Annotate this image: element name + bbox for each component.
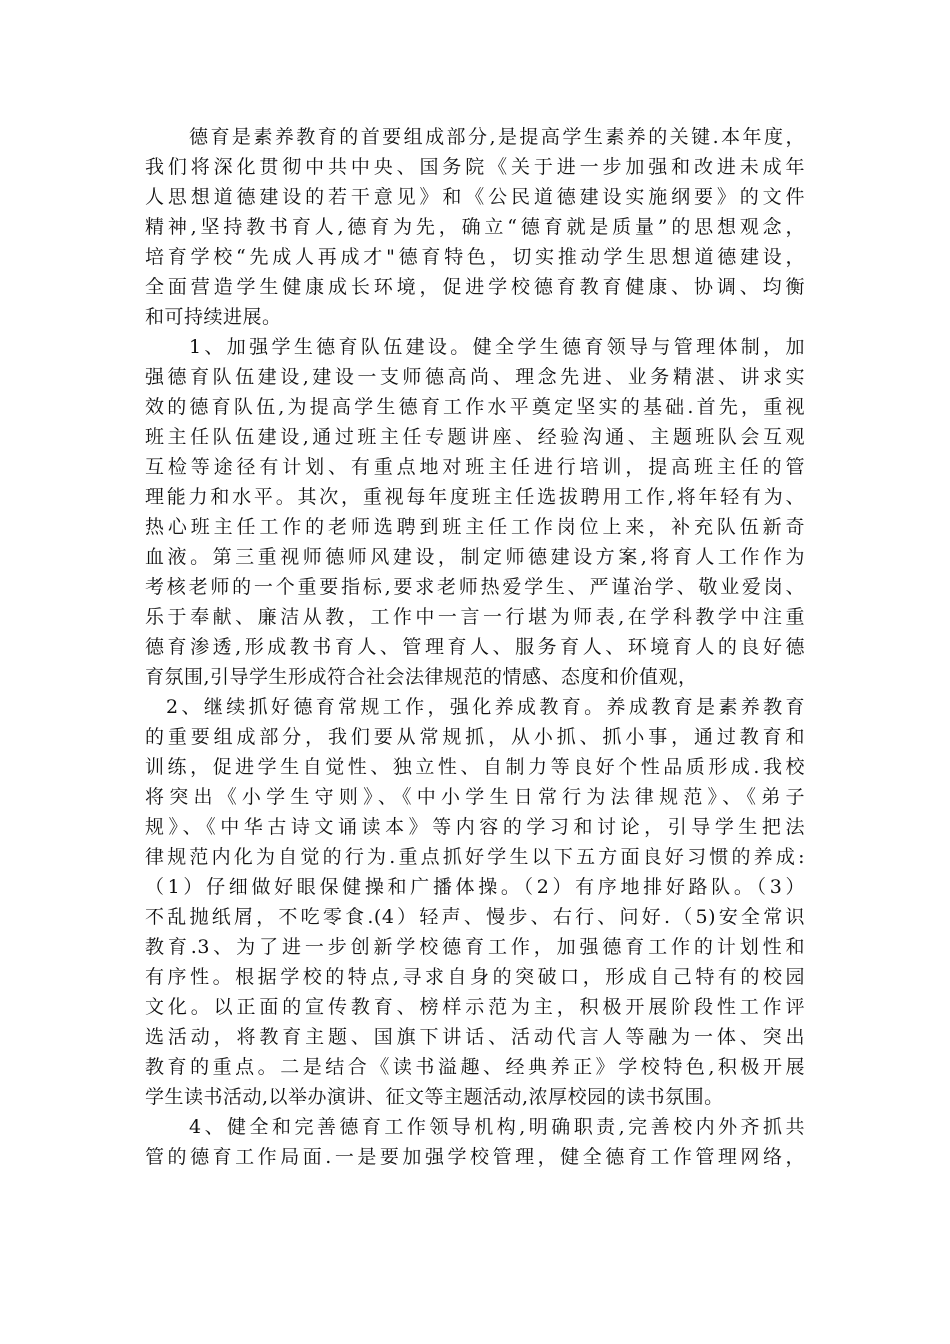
paragraph-line: 热心班主任工作的老师选聘到班主任工作岗位上来，补充队伍新奇 bbox=[145, 516, 805, 538]
paragraph-line: 考核老师的一个重要指标,要求老师热爱学生、严谨治学、敬业爱岗、 bbox=[145, 576, 805, 598]
paragraph-line: 精神,坚持教书育人,德育为先，确立“德育就是质量”的思想观念， bbox=[145, 216, 805, 238]
paragraph-line: 文化。以正面的宣传教育、榜样示范为主，积极开展阶段性工作评 bbox=[145, 996, 805, 1018]
paragraph-line: 1、加强学生德育队伍建设。健全学生德育领导与管理体制，加 bbox=[189, 336, 805, 358]
paragraph-line: 有序性。根据学校的特点,寻求自身的突破口，形成自己特有的校园 bbox=[145, 966, 805, 988]
paragraph-line: 和可持续进展。 bbox=[145, 306, 282, 328]
paragraph-line: 效的德育队伍,为提高学生德育工作水平奠定坚实的基础.首先，重视 bbox=[145, 396, 805, 418]
paragraph-line: 互检等途径有计划、有重点地对班主任进行培训，提高班主任的管 bbox=[145, 456, 805, 478]
paragraph-line: 管的德育工作局面.一是要加强学校管理，健全德育工作管理网络， bbox=[145, 1146, 805, 1168]
paragraph-line: （1）仔细做好眼保健操和广播体操。（2）有序地排好路队。（3） bbox=[145, 876, 805, 898]
paragraph-line: 育氛围,引导学生形成符合社会法律规范的情感、态度和价值观， bbox=[145, 666, 698, 688]
paragraph-line: 德育是素养教育的首要组成部分,是提高学生素养的关键.本年度， bbox=[189, 126, 805, 148]
paragraph-line: 我们将深化贯彻中共中央、国务院《关于进一步加强和改进未成年 bbox=[145, 156, 805, 178]
paragraph-line: 训练，促进学生自觉性、独立性、自制力等良好个性品质形成.我校 bbox=[145, 756, 805, 778]
paragraph-line: 不乱抛纸屑，不吃零食.(4）轻声、慢步、右行、问好.（5)安全常识 bbox=[145, 906, 805, 928]
paragraph-line: 乐于奉献、廉洁从教，工作中一言一行堪为师表,在学科教学中注重 bbox=[145, 606, 805, 628]
paragraph-line: 规》、《中华古诗文诵读本》等内容的学习和讨论，引导学生把法 bbox=[145, 816, 805, 838]
paragraph-line: 班主任队伍建设,通过班主任专题讲座、经验沟通、主题班队会互观 bbox=[145, 426, 805, 448]
paragraph-line: 理能力和水平。其次，重视每年度班主任选拔聘用工作,将年轻有为、 bbox=[145, 486, 805, 508]
paragraph-line: 培育学校“先成人再成才"德育特色，切实推动学生思想道德建设， bbox=[145, 246, 805, 268]
paragraph-line: 教育的重点。二是结合《读书溢趣、经典养正》学校特色,积极开展 bbox=[145, 1056, 805, 1078]
paragraph-line: 全面营造学生健康成长环境，促进学校德育教育健康、协调、均衡 bbox=[145, 276, 805, 298]
paragraph-line: 将突出《小学生守则》、《中小学生日常行为法律规范》、《弟子 bbox=[145, 786, 805, 808]
paragraph-line: 律规范内化为自觉的行为.重点抓好学生以下五方面良好习惯的养成: bbox=[145, 846, 805, 868]
paragraph-line: 血液。第三重视师德师风建设，制定师德建设方案,将育人工作作为 bbox=[145, 546, 805, 568]
paragraph-line: 德育渗透,形成教书育人、管理育人、服务育人、环境育人的良好德 bbox=[145, 636, 805, 658]
paragraph-line: 选活动，将教育主题、国旗下讲话、活动代言人等融为一体、突出 bbox=[145, 1026, 805, 1048]
paragraph-line: 的重要组成部分，我们要从常规抓，从小抓、抓小事，通过教育和 bbox=[145, 726, 805, 748]
paragraph-line: 教育.3、为了进一步创新学校德育工作，加强德育工作的计划性和 bbox=[145, 936, 805, 958]
paragraph-line: 强德育队伍建设,建设一支师德高尚、理念先进、业务精湛、讲求实 bbox=[145, 366, 805, 388]
paragraph-line: 人思想道德建设的若干意见》和《公民道德建设实施纲要》的文件 bbox=[145, 186, 805, 208]
paragraph-line: 2、继续抓好德育常规工作，强化养成教育。养成教育是素养教育 bbox=[166, 696, 805, 718]
paragraph-line: 4、健全和完善德育工作领导机构,明确职责,完善校内外齐抓共 bbox=[189, 1116, 805, 1138]
paragraph-line: 学生读书活动,以举办演讲、征文等主题活动,浓厚校园的读书氛围。 bbox=[145, 1086, 724, 1108]
